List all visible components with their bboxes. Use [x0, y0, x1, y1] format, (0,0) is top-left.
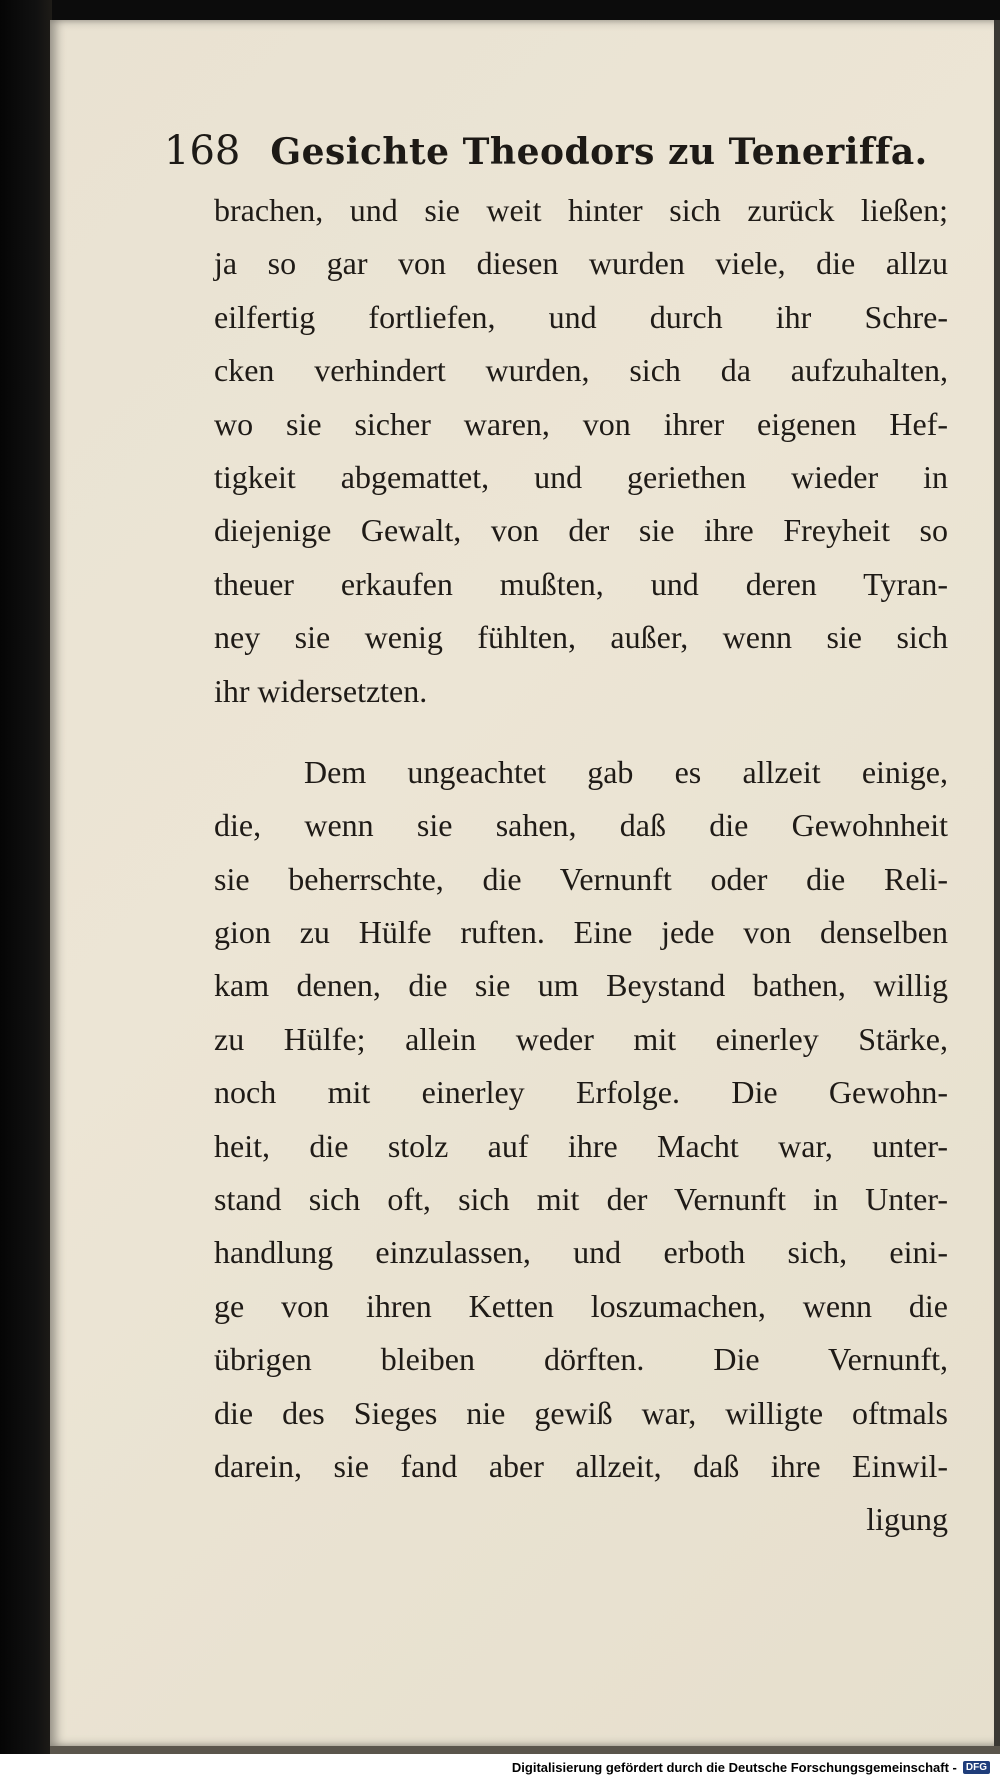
running-head — [164, 128, 964, 174]
text-line: theuer erkaufen mußten, und deren Tyran- — [214, 565, 948, 602]
funding-credit: Digitalisierung gefördert durch die Deutsche Forschungsgemeinschaft - — [511, 1760, 957, 1775]
text-line: cken verhindert wurden, sich da aufzuhalten, — [214, 352, 948, 389]
text-line: noch mit einerley Erfolge. Die Gewohn- — [214, 1074, 948, 1111]
text-line: die, wenn sie sahen, daß die Gewohnheit — [214, 807, 948, 844]
text-line: eilfertig fortliefen, und durch ihr Schre- — [214, 298, 948, 335]
running-title: Gesichte Theodors zu Teneriffa. — [270, 131, 928, 173]
text-line: heit, die stolz auf ihre Macht war, unter- — [214, 1127, 948, 1164]
text-line: tigkeit abgemattet, und geriethen wieder in — [214, 458, 948, 495]
text-line: gion zu Hülfe ruften. Eine jede von denselben — [214, 914, 948, 951]
text-line: handlung einzulassen, und erboth sich, eini- — [214, 1234, 948, 1271]
text-line: übrigen bleiben dörften. Die Vernunft, — [214, 1341, 948, 1378]
scan-background-left — [0, 0, 52, 1781]
text-line: sie beherrschte, die Vernunft oder die Reli- — [214, 860, 948, 897]
paragraph-gap — [214, 718, 948, 746]
body-text — [214, 184, 948, 1546]
text-line: stand sich oft, sich mit der Vernunft in Unter- — [214, 1181, 948, 1218]
text-line: ihr widersetzten. — [214, 672, 428, 709]
catchword: ligung — [866, 1501, 948, 1538]
text-line: ney sie wenig fühlten, außer, wenn sie sich — [214, 619, 948, 656]
text-line: zu Hülfe; allein weder mit einerley Stärke, — [214, 1020, 948, 1057]
text-line: brachen, und sie weit hinter sich zurück ließen; — [214, 192, 948, 228]
text-line: kam denen, die sie um Beystand bathen, willig — [214, 967, 948, 1004]
text-line: Dem ungeachtet gab es allzeit einige, — [304, 753, 948, 790]
text-line: ge von ihren Ketten loszumachen, wenn die — [214, 1287, 948, 1324]
text-line: ja so gar von diesen wurden viele, die allzu — [214, 245, 948, 282]
page-right-edge — [994, 20, 1000, 1746]
text-line: diejenige Gewalt, von der sie ihre Freyheit so — [214, 512, 948, 549]
text-line: darein, sie fand aber allzeit, daß ihre Einwil- — [214, 1447, 948, 1484]
digitization-footer — [0, 1754, 1000, 1781]
page-number: 168 — [164, 128, 241, 174]
text-line: wo sie sicher waren, von ihrer eigenen Hef- — [214, 405, 948, 442]
text-line: die des Sieges nie gewiß war, willigte oftmals — [214, 1394, 948, 1431]
page-bottom-edge — [50, 1746, 1000, 1754]
dfg-logo-icon: DFG — [963, 1761, 990, 1774]
